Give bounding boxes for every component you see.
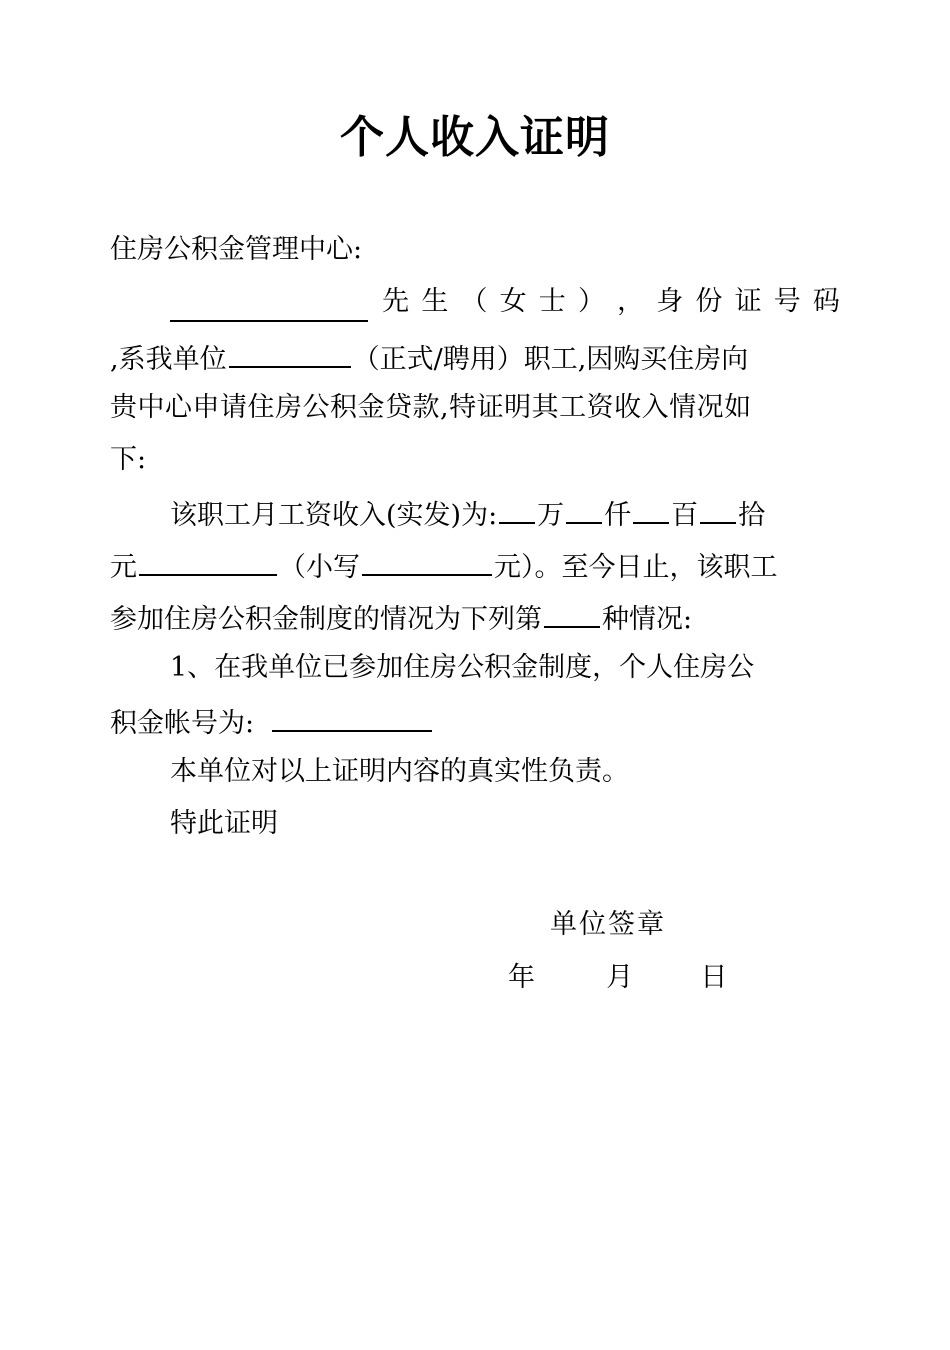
responsibility-statement: 本单位对以上证明内容的真实性负责。	[170, 756, 629, 787]
account-number-blank[interactable]	[272, 700, 432, 732]
page-title: 个人收入证明	[340, 112, 610, 163]
para1-line4: 下:	[110, 444, 147, 475]
date-line	[508, 958, 727, 998]
amount-figures-blank[interactable]	[362, 544, 492, 576]
para1-line2: ,系我单位 （正式/聘用）职工,因购买住房向	[110, 336, 840, 380]
para1-line1: 先 生 （ 女 士 ） ， 身 份 证 号 码	[170, 282, 840, 322]
salutation: 住房公积金管理中心:	[110, 234, 363, 265]
para1-line3: 贵中心申请住房公积金贷款,特证明其工资收入情况如	[110, 392, 752, 423]
wan-blank[interactable]	[499, 492, 535, 524]
item1-line2: 积金帐号为:	[110, 700, 840, 744]
para2-line3: 参加住房公积金制度的情况为下列第 种情况:	[110, 596, 840, 640]
employer-blank[interactable]	[229, 336, 351, 368]
bai-blank[interactable]	[633, 492, 669, 524]
name-blank[interactable]	[170, 290, 368, 322]
date-day: 日	[700, 962, 728, 993]
qian-blank[interactable]	[566, 492, 602, 524]
para2-line2: 元 （小写 元）。至今日止，该职工	[110, 544, 840, 588]
case-number-blank[interactable]	[544, 596, 600, 628]
item1-line1: 1、在我单位已参加住房公积金制度，个人住房公	[170, 652, 755, 683]
shi-blank[interactable]	[700, 492, 736, 524]
amount-words-blank[interactable]	[139, 544, 277, 576]
date-year: 年	[508, 962, 535, 993]
closing-statement: 特此证明	[170, 808, 278, 839]
para2-line1: 该职工月工资收入(实发)为: 万 仟 百 拾	[170, 492, 840, 536]
date-month: 月	[606, 962, 634, 993]
unit-stamp-label: 单位签章	[550, 909, 666, 940]
